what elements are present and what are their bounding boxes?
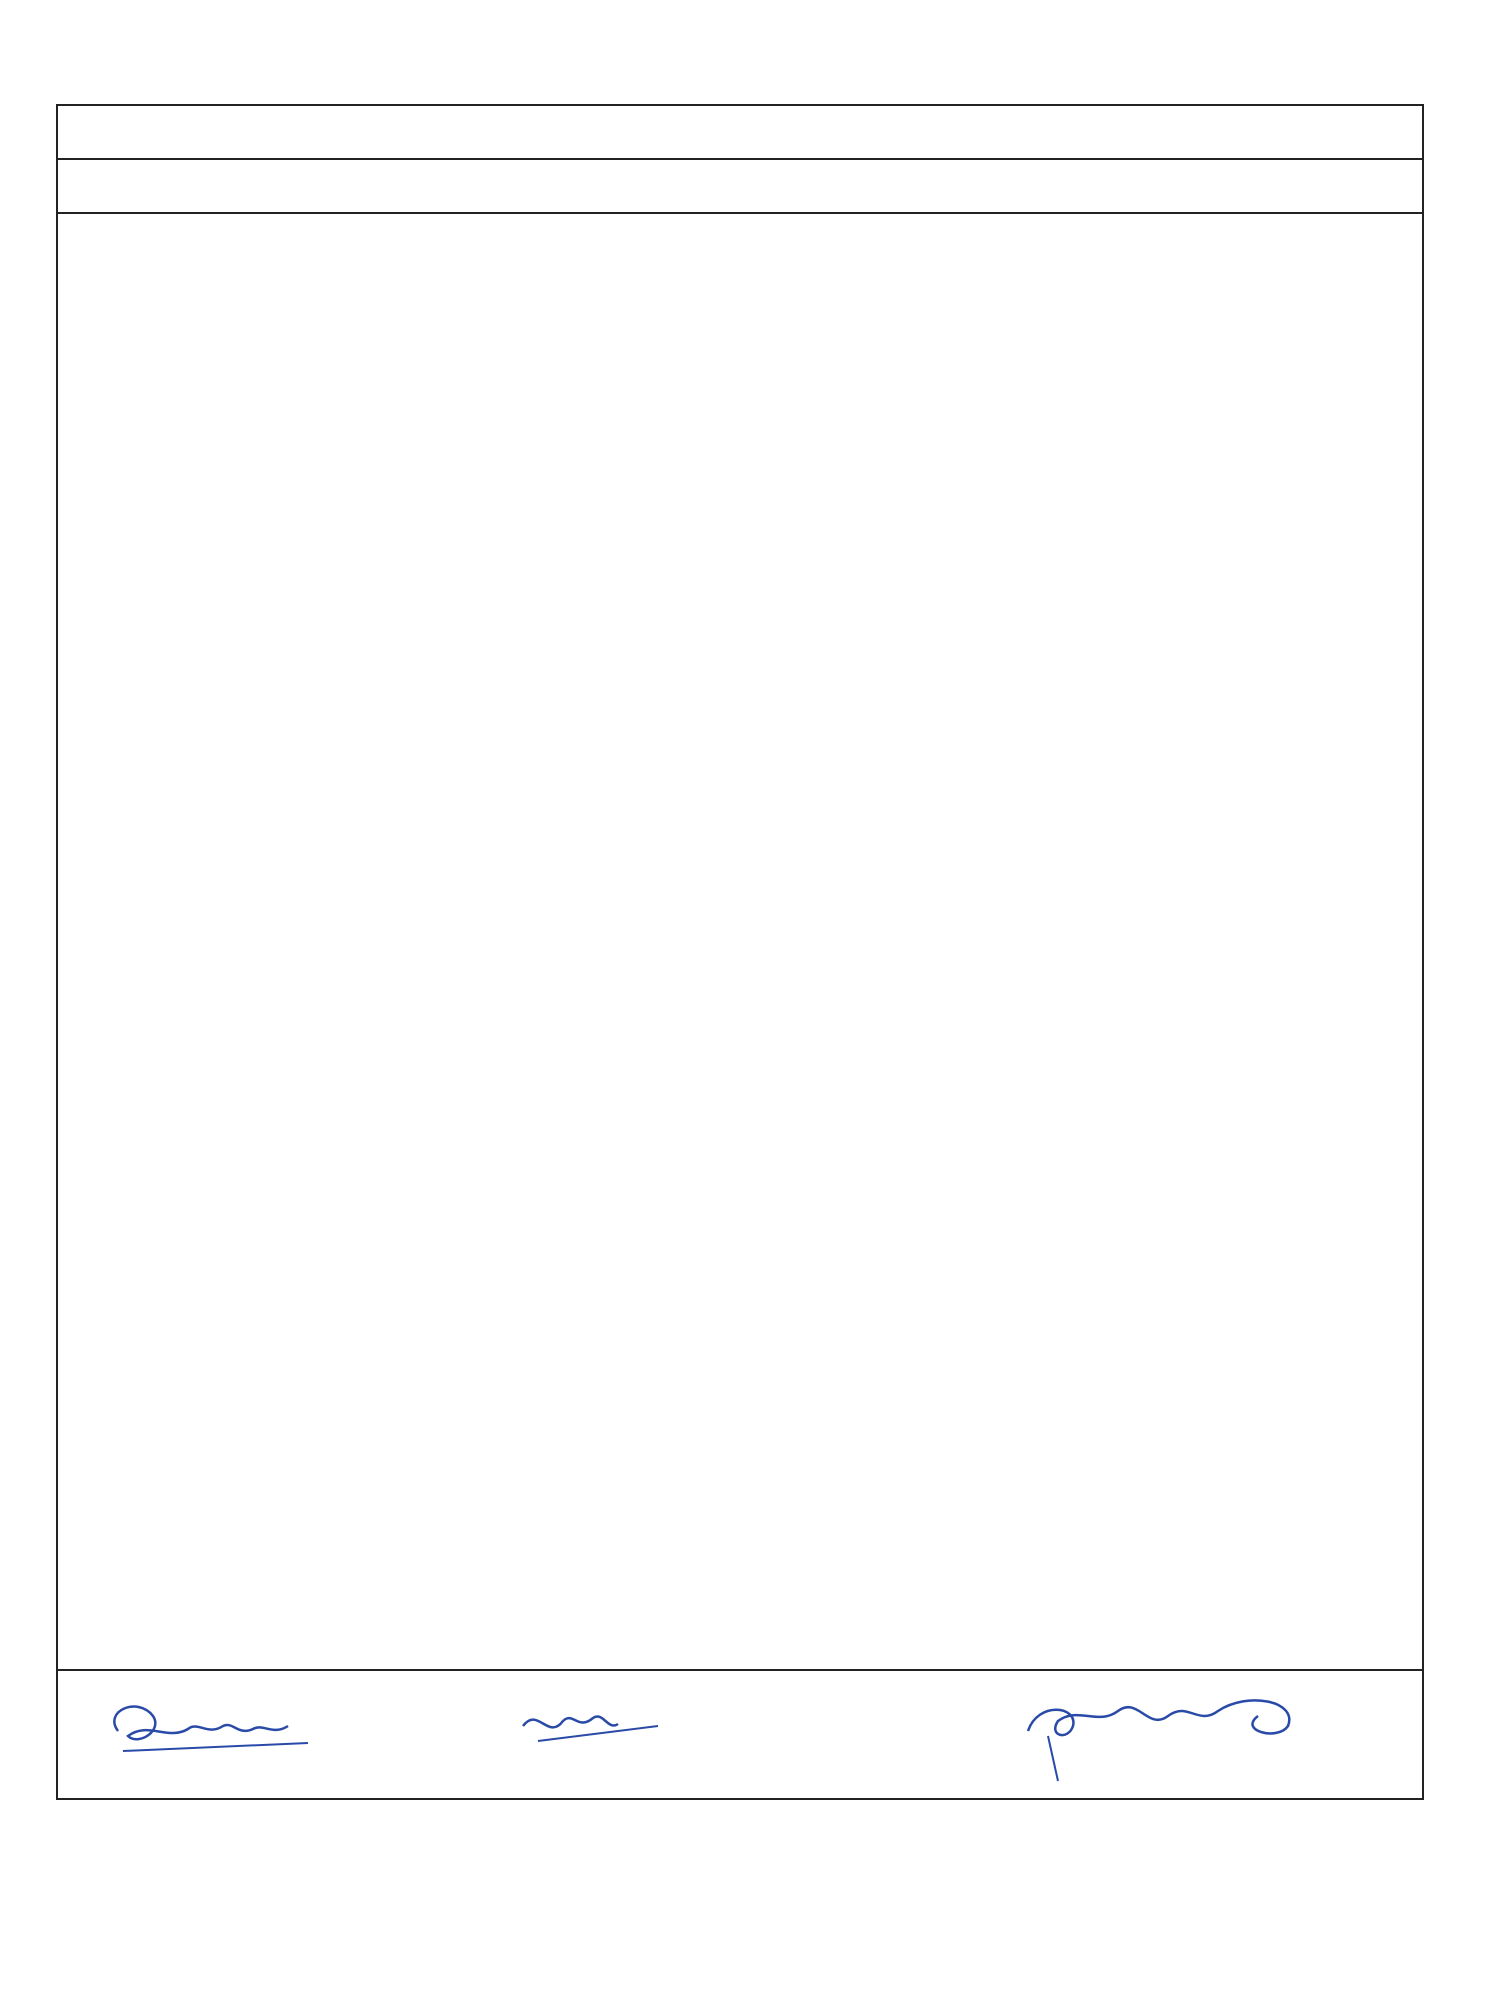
certify-row (58, 160, 1422, 214)
manager-signature-icon (1018, 1681, 1318, 1781)
signature-area (58, 1671, 1422, 1802)
principal-signature-icon (98, 1691, 338, 1771)
names-row (58, 1618, 1422, 1671)
category-row (58, 106, 1422, 160)
secretary-signature-icon (518, 1696, 678, 1756)
proforma-table (56, 104, 1424, 1800)
